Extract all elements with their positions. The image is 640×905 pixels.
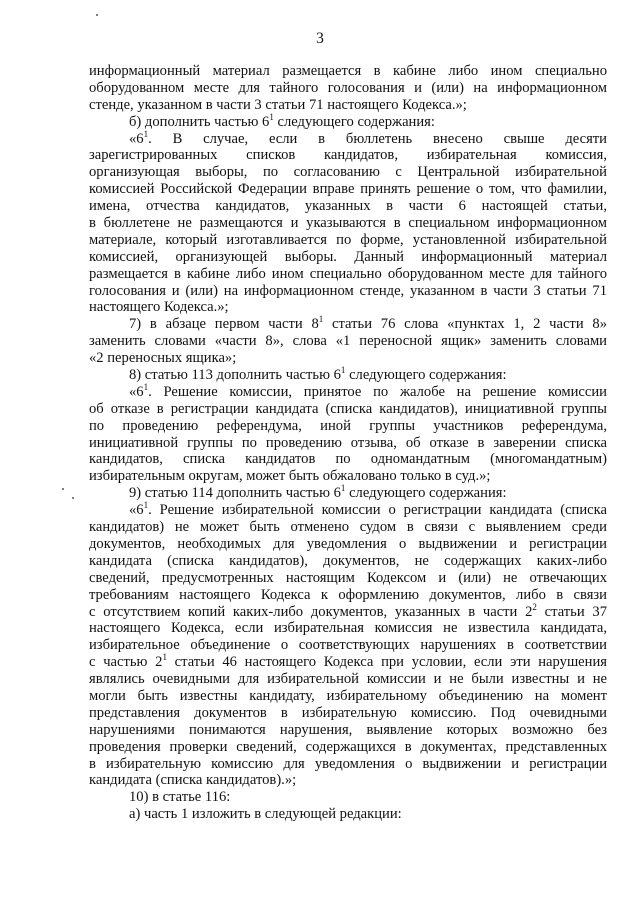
text-line xyxy=(89,772,607,789)
text-segment: «6 xyxy=(129,502,144,519)
text-line xyxy=(89,418,607,435)
text-line xyxy=(89,198,607,215)
text-segment: голосования и (или) на информационном стенде, указанном в части 3 статьи 71 xyxy=(89,282,607,299)
text-segment: могли быть известны кандидату, избирательному объединению на момент xyxy=(89,687,607,704)
superscript: 1 xyxy=(162,652,167,663)
text-segment: кандидата (списка кандидатов).»; xyxy=(89,772,297,789)
text-line xyxy=(89,80,607,97)
superscript: 1 xyxy=(143,500,149,511)
text-segment: сведений, предусмотренных настоящим Кодексом и (или) не отвечающих xyxy=(89,569,607,586)
text-line xyxy=(89,283,607,300)
text-segment: требованиям настоящего Кодекса к оформлению документов, либо в связи xyxy=(89,586,607,603)
superscript: 1 xyxy=(340,365,346,376)
text-line xyxy=(89,705,607,722)
text-segment: статьи 46 настоящего Кодекса при условии, если эти нарушения xyxy=(166,654,607,671)
text-segment: настоящего Кодекса, если избирательная комиссия не известила кандидата, xyxy=(89,620,607,637)
text-segment: оборудованном месте для тайного голосования и (или) на информационном xyxy=(89,79,607,96)
text-line xyxy=(89,502,607,519)
text-segment: в бюллетене не размещаются и указываются в специальном информационном xyxy=(89,215,607,232)
text-segment: стенде, указанном в части 3 статьи 71 настоящего Кодекса.»; xyxy=(89,96,467,113)
text-segment: кандидата (списка кандидатов), документов, не содержащих каких-либо xyxy=(89,552,607,569)
text-line xyxy=(89,536,607,553)
text-line xyxy=(89,249,607,266)
text-line xyxy=(89,485,607,502)
text-segment: нарушениями понимаются нарушения, выявление которых возможно без xyxy=(89,721,607,738)
text-line xyxy=(89,519,607,536)
text-line xyxy=(89,451,607,468)
text-segment: избирательное объединение о соответствующих нарушениях в соответствии xyxy=(89,637,607,654)
text-segment: проведения проверки сведений, содержащихся в документах, представленных xyxy=(89,738,607,755)
text-line xyxy=(89,671,607,688)
text-segment: комиссией, организующей выборы. Данный информационный материал xyxy=(89,248,607,265)
text-segment: «6 xyxy=(129,383,144,400)
text-segment: размещается в кабине либо ином специально оборудованном месте для тайного xyxy=(89,265,607,282)
text-line xyxy=(89,181,607,198)
text-line xyxy=(89,401,607,418)
text-line xyxy=(89,435,607,452)
text-segment: инициативной группы по проведению отзыва, об отказе в заверении списка xyxy=(89,434,607,451)
text-segment: «2 переносных ящика»; xyxy=(89,350,237,367)
text-segment: 9) статью 114 дополнить частью 6 xyxy=(129,485,341,502)
text-line xyxy=(89,468,607,485)
text-line xyxy=(89,215,607,232)
text-line xyxy=(89,722,607,739)
scan-speck xyxy=(96,14,98,16)
text-segment: . Решение комиссии, принятое по жалобе на решение комиссии xyxy=(148,383,607,400)
text-line xyxy=(89,620,607,637)
text-segment: следующего содержания: xyxy=(345,367,507,384)
text-line xyxy=(89,806,607,823)
text-segment: в избирательную комиссию для уведомления о выдвижении и регистрации xyxy=(89,755,607,772)
text-segment: 10) в статье 116: xyxy=(129,789,231,806)
text-segment: настоящего Кодекса.»; xyxy=(89,299,229,316)
text-line xyxy=(89,601,607,621)
superscript: 2 xyxy=(532,601,537,612)
document-body xyxy=(89,63,607,823)
text-line xyxy=(89,97,607,114)
text-segment: . В случае, если в бюллетень внесено свыше десяти xyxy=(148,130,607,147)
superscript: 1 xyxy=(143,381,149,392)
text-segment: избирательным округам, может быть обжаловано только в суд.»; xyxy=(89,468,491,485)
text-line xyxy=(89,232,607,249)
text-line xyxy=(89,128,607,148)
text-line xyxy=(89,147,607,164)
superscript: 1 xyxy=(143,128,149,139)
text-line xyxy=(89,350,607,367)
text-segment: зарегистрированных списков кандидатов, избирательная комиссия, xyxy=(89,147,607,164)
text-line xyxy=(89,553,607,570)
text-segment: комиссией Российской Федерации вправе принять решение о том, что фамилии, xyxy=(89,181,607,198)
text-segment: документов, необходимых для уведомления о выдвижении и регистрации xyxy=(89,535,607,552)
text-segment: материале, который изготавливается по форме, установленной избирательной xyxy=(89,231,607,248)
text-line xyxy=(89,164,607,181)
text-line xyxy=(89,654,607,671)
scan-speck xyxy=(72,497,74,499)
text-segment: имена, отчества кандидатов, указанных в части 6 настоящей статьи, xyxy=(89,198,607,215)
text-line xyxy=(89,367,607,384)
superscript: 1 xyxy=(269,111,274,122)
text-segment: следующего содержания: xyxy=(273,113,435,130)
text-line xyxy=(89,63,607,80)
text-segment: статьи 76 слова «пунктах 1, 2 части 8» xyxy=(323,316,607,333)
text-segment: . Решение избирательной комиссии о регистрации кандидата (списка xyxy=(148,502,607,519)
text-line xyxy=(89,570,607,587)
text-segment: кандидатов) не может быть отменено судом в связи с выявлением среди xyxy=(89,519,607,536)
text-line xyxy=(89,789,607,806)
text-line xyxy=(89,756,607,773)
text-line xyxy=(89,587,607,604)
text-segment: представления документов в избирательную комиссию. Под очевидными xyxy=(89,704,607,721)
text-segment: 7) в абзаце первом части 8 xyxy=(129,316,319,333)
text-line xyxy=(89,266,607,283)
text-segment: кандидатов, списка кандидатов по одномандатным (многомандатным) xyxy=(89,451,607,468)
text-segment: организующая выборы, по согласованию с Центральной избирательной xyxy=(89,164,607,181)
text-line xyxy=(89,111,607,131)
text-line xyxy=(89,739,607,756)
text-line xyxy=(89,381,607,401)
text-segment: 8) статью 113 дополнить частью 6 xyxy=(129,367,341,384)
text-segment: по проведению референдума, иной группы участников референдума, xyxy=(89,417,607,434)
text-segment: об отказе в регистрации кандидата (списка кандидатов), инициативной группы xyxy=(89,400,607,417)
text-segment: а) часть 1 изложить в следующей редакции: xyxy=(129,806,402,823)
text-segment: следующего содержания: xyxy=(345,485,507,502)
text-line xyxy=(89,688,607,705)
text-segment: б) дополнить частью 6 xyxy=(129,113,270,130)
text-segment: «6 xyxy=(129,130,144,147)
text-segment: статьи 37 xyxy=(536,603,607,620)
text-segment: с частью 2 xyxy=(89,654,163,671)
text-line xyxy=(89,316,607,333)
page-number: 3 xyxy=(316,30,324,47)
superscript: 1 xyxy=(318,314,324,325)
text-segment: являлись очевидными для избирательной комиссии и не были известны и не xyxy=(89,671,607,688)
text-segment: заменить словами «части 8», слова «1 переносной ящик» заменить словами xyxy=(89,333,607,350)
scan-speck xyxy=(62,488,64,490)
text-segment: информационный материал размещается в кабине либо ином специально xyxy=(89,63,607,79)
text-line xyxy=(89,299,607,316)
text-line xyxy=(89,333,607,350)
text-segment: с отсутствием копий каких-либо документов, указанных в части 2 xyxy=(89,603,533,620)
superscript: 1 xyxy=(340,483,346,494)
